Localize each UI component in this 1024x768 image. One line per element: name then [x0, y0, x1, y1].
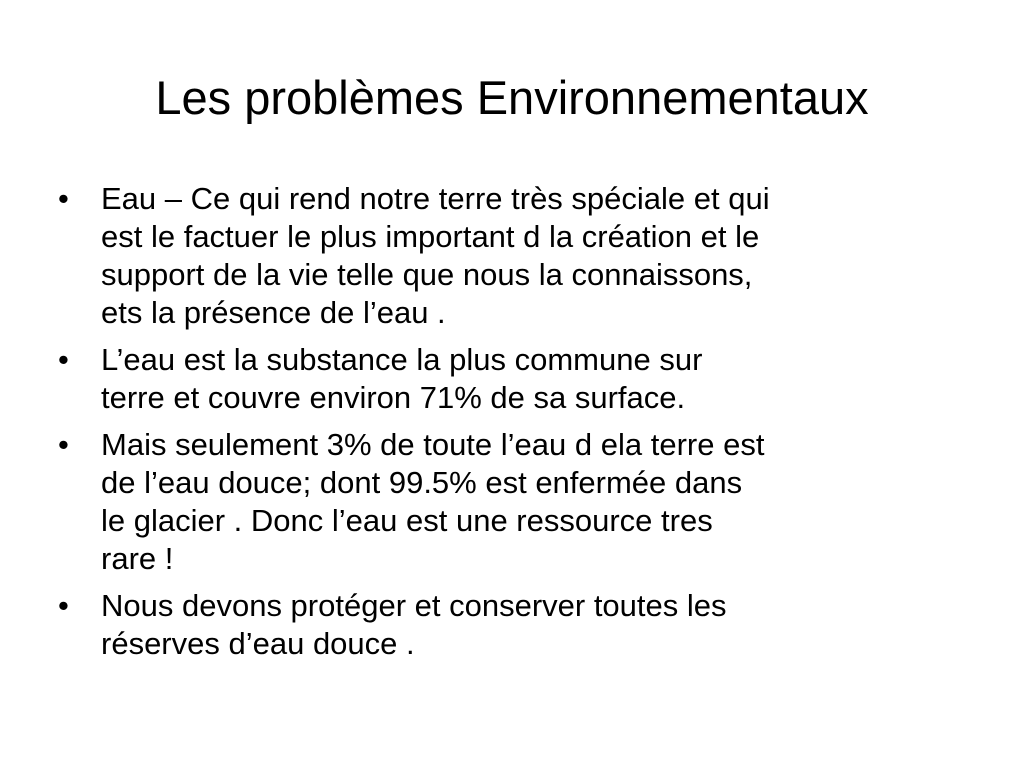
bullet-text-line: Eau – Ce qui rend notre terre très spéciale et qui	[101, 181, 770, 216]
bullet-text-line: Nous devons protéger et conserver toutes les	[101, 588, 727, 623]
bullet-item	[58, 587, 978, 663]
bullet-text-line: ets la présence de l’eau .	[101, 295, 446, 330]
bullet-text-line: support de la vie telle que nous la connaissons,	[101, 257, 753, 292]
bullet-list	[58, 180, 978, 672]
bullet-text-line: L’eau est la substance la plus commune sur	[101, 342, 703, 377]
bullet-text-line: de l’eau douce; dont 99.5% est enfermée dans	[101, 465, 743, 500]
bullet-text-line: Mais seulement 3% de toute l’eau d ela terre est	[101, 427, 765, 462]
bullet-icon: •	[58, 427, 69, 462]
slide-title: Les problèmes Environnementaux	[155, 71, 869, 124]
bullet-text-line: est le factuer le plus important d la création et le	[101, 219, 760, 254]
bullet-item	[58, 341, 978, 417]
bullet-text-line: réserves d’eau douce .	[101, 626, 415, 661]
bullet-icon: •	[58, 342, 69, 377]
bullet-item	[58, 180, 978, 332]
bullet-text-line: rare !	[101, 541, 174, 576]
bullet-text-line: le glacier . Donc l’eau est une ressource tres	[101, 503, 713, 538]
bullet-text-line: terre et couvre environ 71% de sa surface.	[101, 380, 686, 415]
bullet-item	[58, 426, 978, 578]
bullet-icon: •	[58, 588, 69, 623]
bullet-icon: •	[58, 181, 69, 216]
